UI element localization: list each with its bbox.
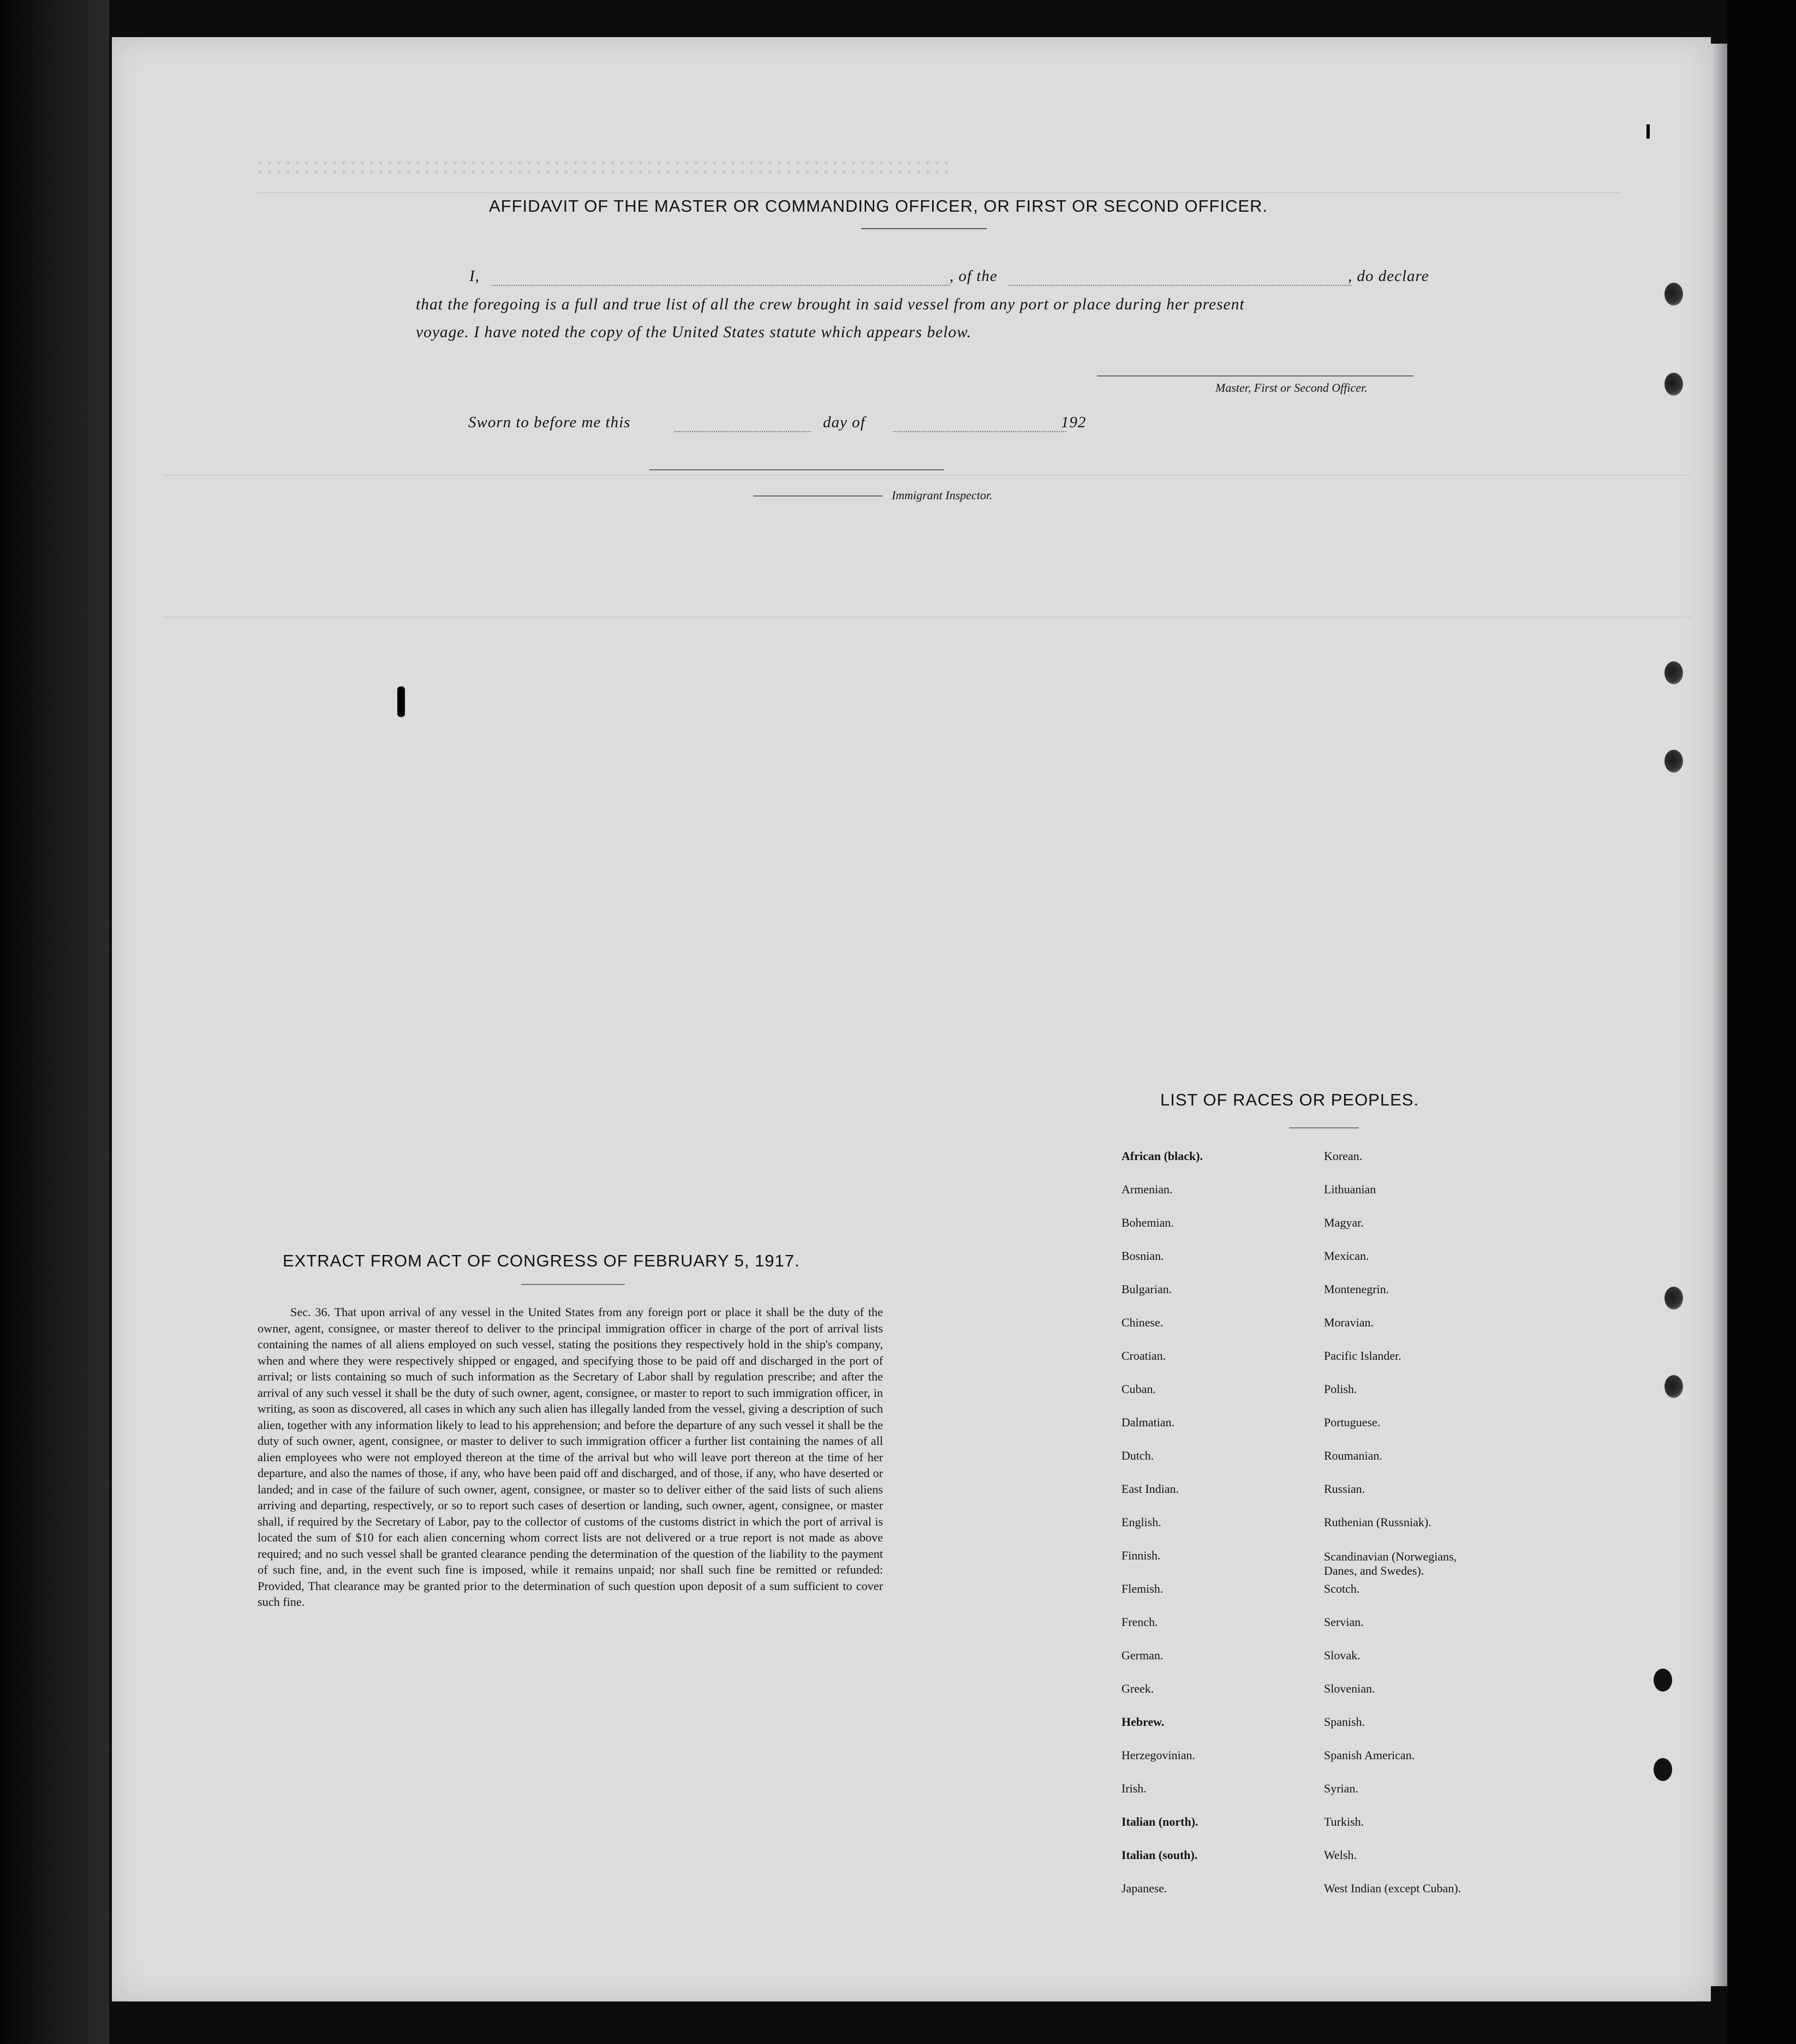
race-item: Italian (south). xyxy=(1121,1848,1198,1862)
race-item: African (black). xyxy=(1121,1149,1203,1163)
race-item: Bohemian. xyxy=(1121,1216,1174,1229)
punch-hole xyxy=(1664,750,1683,773)
affidavit-declare-label: , do declare xyxy=(1348,267,1429,285)
punch-hole xyxy=(1664,661,1683,684)
races-left-column xyxy=(1121,1150,1203,1916)
race-item: Croatian. xyxy=(1121,1349,1166,1362)
affidavit-statement-line: that the foregoing is a full and true list of all the crew brought in said vessel from any port or place during her present xyxy=(416,296,1245,313)
year-prefix: 192 xyxy=(1061,414,1087,431)
race-item: Russian. xyxy=(1324,1482,1365,1496)
race-item: Ruthenian (Russniak). xyxy=(1324,1515,1431,1529)
affidavit-statute-line: voyage. I have noted the copy of the United States statute which appears below. xyxy=(416,324,972,341)
extract-title: EXTRACT FROM ACT OF CONGRESS OF FEBRUARY 5, 1917. xyxy=(283,1251,800,1270)
race-item: Turkish. xyxy=(1324,1815,1364,1828)
race-item: Bosnian. xyxy=(1121,1249,1164,1263)
race-item: Finnish. xyxy=(1121,1549,1161,1562)
race-item: Welsh. xyxy=(1324,1848,1357,1862)
punch-hole xyxy=(1664,373,1683,396)
extract-body-text: Sec. 36. That upon arrival of any vessel in the United States from any foreign port or place it shall be the duty of the owner, agent, consignee, or master thereof to deliver to the principal immigration officer in charge of the port of arrival lists containing the names of all aliens employed on such vessel, stating the positions they respectively hold in the ship's company, when and where they were respectively shipped or engaged, and specifying those to be paid off and discharged in the port of arrival; or lists containing so much of such information as the Secretary of Labor shall by regulation prescribe; and after the arrival of any such vessel it shall be the duty of such owner, agent, consignee, or master to report to such immigration officer, in writing, as soon as discovered, all cases in which any such alien has illegally landed from the vessel, giving a description of such alien, together with any information likely to lead to his apprehension; and before the departure of any such vessel it shall be the duty of such owner, agent, consignee, or master to deliver to such immigration officer a further list containing the names of all alien employees who were not employed thereon at the time of the arrival but who will leave port thereon at the time of her departure, and also the names of those, if any, who have been paid off and discharged, and of those, if any, who have deserted or landed; and in case of the failure of such owner, agent, consignee, or master so to deliver either of the said lists of such aliens arriving and departing, respectively, or so to report such cases of desertion or landing, such owner, agent, consignee, or master shall, if required by the Secretary of Labor, pay to the collector of customs of the customs district in which the port of arrival is located the sum of $10 for each alien concerning whom correct lists are not delivered or a true report is not made as above required; and no such vessel shall be granted clearance pending the determination of the question of the liability to the payment of such fine, and, in the event such fine is imposed, while it remains unpaid; nor shall such fine be remitted or refunded: Provided, That clearance may be granted prior to the determination of such question upon deposit of a sum sufficient to cover such fine. xyxy=(258,1305,883,1609)
race-item: Scotch. xyxy=(1324,1582,1360,1595)
race-item: Spanish American. xyxy=(1324,1748,1415,1762)
race-item: East Indian. xyxy=(1121,1482,1179,1496)
extract-title-underline xyxy=(521,1284,625,1285)
race-item: Hebrew. xyxy=(1121,1715,1165,1729)
race-item: Magyar. xyxy=(1324,1216,1364,1229)
race-item: Montenegrin. xyxy=(1324,1282,1389,1296)
race-item: Korean. xyxy=(1324,1149,1363,1163)
races-title-underline xyxy=(1289,1127,1359,1128)
race-item: Italian (north). xyxy=(1121,1815,1198,1828)
race-item: West Indian (except Cuban). xyxy=(1324,1881,1461,1895)
race-item: Greek. xyxy=(1121,1682,1154,1695)
right-film-edge xyxy=(1727,0,1796,2044)
race-item: Spanish. xyxy=(1324,1715,1365,1729)
master-signature-label: Master, First or Second Officer. xyxy=(1215,381,1368,395)
name-field-line xyxy=(492,285,950,286)
race-item: Dutch. xyxy=(1121,1449,1154,1462)
punch-hole xyxy=(1664,1375,1683,1398)
race-item: Portuguese. xyxy=(1324,1415,1381,1429)
race-item: Moravian. xyxy=(1324,1316,1374,1329)
master-signature-line xyxy=(1097,375,1413,376)
race-item: Irish. xyxy=(1121,1782,1147,1795)
inspector-signature-label: Immigrant Inspector. xyxy=(892,488,993,502)
affidavit-title: AFFIDAVIT OF THE MASTER OR COMMANDING OFFICER, OR FIRST OR SECOND OFFICER. xyxy=(489,196,1268,216)
race-item: Armenian. xyxy=(1121,1182,1173,1196)
vessel-field-line xyxy=(1009,285,1351,286)
day-of-label: day of xyxy=(823,414,866,431)
races-title: LIST OF RACES OR PEOPLES. xyxy=(1160,1090,1419,1109)
race-item: Herzegovinian. xyxy=(1121,1748,1195,1762)
races-right-column xyxy=(1324,1150,1461,1916)
sworn-text: Sworn to before me this xyxy=(468,414,631,431)
race-item: Syrian. xyxy=(1324,1782,1358,1795)
race-item: Bulgarian. xyxy=(1121,1282,1172,1296)
race-item: Polish. xyxy=(1324,1382,1357,1396)
sworn-month-line xyxy=(893,431,1066,432)
inspector-signature-line-upper xyxy=(649,469,944,470)
bleed-through-rule xyxy=(256,192,1621,193)
race-item: English. xyxy=(1121,1515,1161,1529)
bleed-through-rule xyxy=(164,475,1692,476)
race-item: Flemish. xyxy=(1121,1582,1163,1595)
sworn-day-line xyxy=(675,431,811,432)
race-item: French. xyxy=(1121,1615,1158,1629)
race-item: Slovenian. xyxy=(1324,1682,1375,1695)
title-underline xyxy=(861,228,987,229)
race-item: Servian. xyxy=(1324,1615,1364,1629)
ink-blot xyxy=(397,686,405,717)
race-item: Dalmatian. xyxy=(1121,1415,1175,1429)
punch-hole xyxy=(1664,1287,1683,1310)
race-item: Pacific Islander. xyxy=(1324,1349,1401,1362)
race-item: Cuban. xyxy=(1121,1382,1156,1396)
inspector-signature-line xyxy=(753,495,883,497)
affidavit-i-label: I, xyxy=(469,267,480,285)
race-item: German. xyxy=(1121,1648,1163,1662)
page-right-edge xyxy=(1711,44,1727,1986)
race-item: Mexican. xyxy=(1324,1249,1369,1263)
race-item: Japanese. xyxy=(1121,1881,1167,1895)
bleed-through-rule xyxy=(164,617,1692,618)
punch-hole xyxy=(1664,283,1683,306)
race-item: Scandinavian (Norwegians, Danes, and Swedes). xyxy=(1324,1550,1457,1577)
race-item: Chinese. xyxy=(1121,1316,1163,1329)
race-item: Slovak. xyxy=(1324,1648,1361,1662)
race-item: Roumanian. xyxy=(1324,1449,1382,1462)
punch-hole xyxy=(1654,1758,1672,1781)
ink-mark xyxy=(1646,124,1650,139)
bleed-through-heading: ːːːːːːːːːːːːːːːːːːːːːːːːːːːːːːːːːːːːːːːːːːːːːːːːːːːːːːːːːːːːːːːːːːːːːːːːːːː xyxy=(256,153,952,178)
race-item: Lithuanian xyxy=(1324,1182,1376,1196)
punch-hole xyxy=(1654,1669,1672,1692)
affidavit-of-the-label: , of the xyxy=(950,267,998,285)
left-film-edge xyxy=(0,0,109,2044)
